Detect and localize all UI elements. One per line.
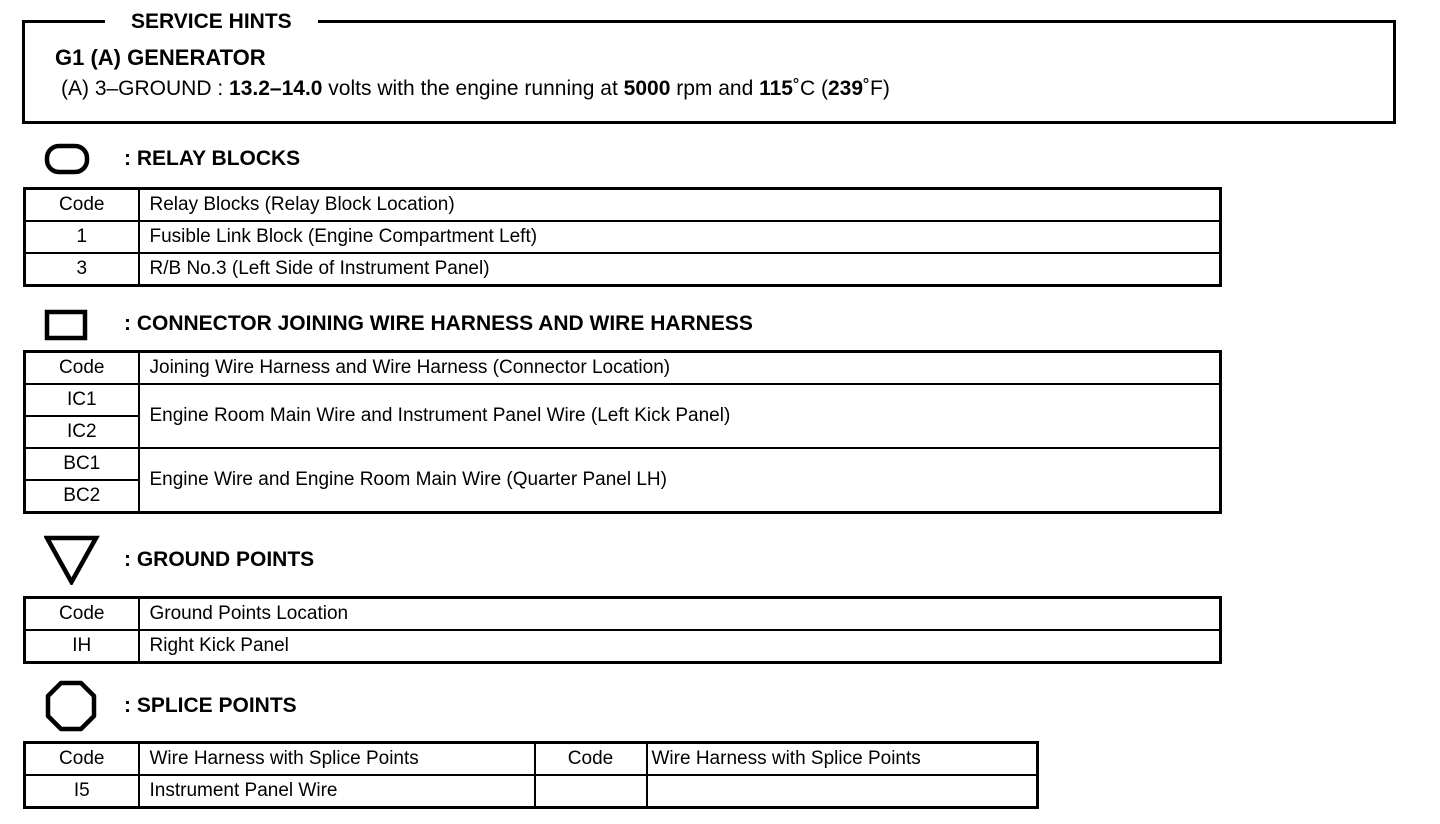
row-desc bbox=[647, 775, 1038, 808]
row-desc: Right Kick Panel bbox=[139, 630, 1221, 663]
hint-mid3: ˚C ( bbox=[793, 77, 828, 100]
service-hints-box bbox=[22, 10, 1396, 124]
triangle-down-icon bbox=[44, 540, 104, 580]
header-code: Code bbox=[25, 743, 139, 776]
rectangle-icon bbox=[44, 304, 104, 344]
relay-blocks-heading bbox=[44, 139, 300, 179]
table-row bbox=[25, 384, 1221, 416]
header-code: Code bbox=[25, 598, 139, 631]
table-header-row bbox=[25, 743, 1038, 776]
row-desc: Engine Wire and Engine Room Main Wire (Quarter Panel LH) bbox=[139, 448, 1221, 513]
ground-points-table bbox=[23, 596, 1222, 664]
hint-prefix: (A) 3–GROUND : bbox=[61, 77, 230, 100]
splice-points-table bbox=[23, 741, 1039, 809]
splice-points-heading bbox=[44, 686, 297, 726]
table-row bbox=[25, 775, 1038, 808]
hint-mid2: rpm and bbox=[670, 77, 760, 100]
connectors-title: : CONNECTOR JOINING WIRE HARNESS AND WIRE HARNESS bbox=[124, 312, 753, 335]
row-desc: Engine Room Main Wire and Instrument Panel Wire (Left Kick Panel) bbox=[139, 384, 1221, 448]
generator-title: G1 (A) GENERATOR bbox=[55, 45, 266, 70]
header-code: Code bbox=[25, 189, 139, 222]
row-code: BC1 bbox=[25, 448, 139, 480]
row-code: IH bbox=[25, 630, 139, 663]
row-code: 1 bbox=[25, 221, 139, 253]
header-desc: Wire Harness with Splice Points bbox=[139, 743, 535, 776]
row-code: BC2 bbox=[25, 480, 139, 513]
row-desc: R/B No.3 (Left Side of Instrument Panel) bbox=[139, 253, 1221, 286]
hint-mid1: volts with the engine running at bbox=[322, 77, 624, 100]
header-code: Code bbox=[25, 352, 139, 385]
relay-blocks-title: : RELAY BLOCKS bbox=[124, 147, 301, 170]
row-code: IC2 bbox=[25, 416, 139, 448]
splice-points-title: : SPLICE POINTS bbox=[124, 694, 297, 717]
ground-points-heading bbox=[44, 540, 314, 580]
connectors-table bbox=[23, 350, 1222, 514]
header-desc: Joining Wire Harness and Wire Harness (Connector Location) bbox=[139, 352, 1221, 385]
relay-blocks-table bbox=[23, 187, 1222, 287]
row-code: 3 bbox=[25, 253, 139, 286]
header-desc: Relay Blocks (Relay Block Location) bbox=[139, 189, 1221, 222]
header-desc: Wire Harness with Splice Points bbox=[647, 743, 1038, 776]
service-hints-legend: SERVICE HINTS bbox=[105, 9, 318, 35]
hint-temp-c: 115 bbox=[759, 77, 793, 100]
row-desc: Fusible Link Block (Engine Compartment Left) bbox=[139, 221, 1221, 253]
table-row bbox=[25, 253, 1221, 286]
rounded-rect-icon bbox=[44, 139, 104, 179]
row-desc: Instrument Panel Wire bbox=[139, 775, 535, 808]
row-code: IC1 bbox=[25, 384, 139, 416]
connectors-heading bbox=[44, 304, 753, 344]
row-code: I5 bbox=[25, 775, 139, 808]
octagon-icon bbox=[44, 686, 104, 726]
table-row bbox=[25, 630, 1221, 663]
hint-temp-f: 239 bbox=[828, 77, 864, 100]
row-code bbox=[535, 775, 647, 808]
generator-hint-line bbox=[61, 77, 890, 101]
table-header-row bbox=[25, 598, 1221, 631]
hint-suffix: ˚F) bbox=[863, 77, 890, 100]
table-row bbox=[25, 448, 1221, 480]
table-row bbox=[25, 221, 1221, 253]
table-header-row bbox=[25, 352, 1221, 385]
header-code: Code bbox=[535, 743, 647, 776]
table-header-row bbox=[25, 189, 1221, 222]
ground-points-title: : GROUND POINTS bbox=[124, 548, 315, 571]
hint-voltage: 13.2–14.0 bbox=[229, 77, 323, 100]
header-desc: Ground Points Location bbox=[139, 598, 1221, 631]
hint-rpm: 5000 bbox=[623, 77, 671, 100]
